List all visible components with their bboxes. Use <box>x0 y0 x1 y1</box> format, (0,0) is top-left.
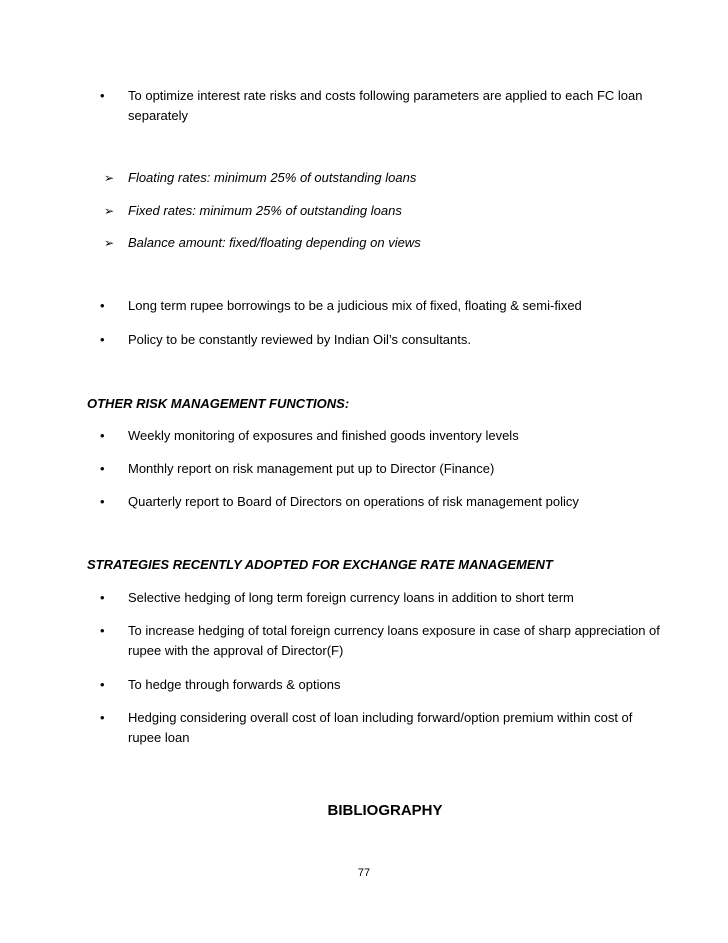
list-item-text: To increase hedging of total foreign currency loans exposure in case of sharp appreciation of rupee with the approval of Director(F) <box>128 623 660 658</box>
section-heading: OTHER RISK MANAGEMENT FUNCTIONS: <box>87 396 350 411</box>
page-number <box>0 867 728 879</box>
bullet-icon: • <box>100 461 105 476</box>
list-item-text: Weekly monitoring of exposures and finished goods inventory levels <box>128 428 519 443</box>
arrow-bullet-icon: ➢ <box>104 204 115 218</box>
list-item-text: Selective hedging of long term foreign currency loans in addition to short term <box>128 590 574 605</box>
list-item-text: Floating rates: minimum 25% of outstanding loans <box>128 170 417 185</box>
list-item <box>100 621 660 661</box>
bibliography-title: BIBLIOGRAPHY <box>327 802 443 819</box>
list-item <box>104 168 664 188</box>
bullet-icon: • <box>100 298 105 313</box>
list-item-text: Hedging considering overall cost of loan including forward/option premium within cost of rupee loan <box>128 710 633 745</box>
bullet-icon: • <box>100 428 105 443</box>
list-item <box>100 86 660 126</box>
list-item <box>104 201 664 221</box>
bullet-icon: • <box>100 88 105 103</box>
list-item-text: To optimize interest rate risks and costs following parameters are applied to each FC loan separately <box>128 88 643 123</box>
bullet-icon: • <box>100 590 105 605</box>
bullet-icon: • <box>100 332 105 347</box>
list-item-text: Monthly report on risk management put up to Director (Finance) <box>128 461 495 476</box>
list-item <box>100 459 660 479</box>
list-item-text: Quarterly report to Board of Directors on operations of risk management policy <box>128 494 579 509</box>
list-item-text: Policy to be constantly reviewed by Indian Oil’s consultants. <box>128 332 471 347</box>
list-item <box>104 233 664 253</box>
bibliography-heading <box>0 802 728 819</box>
list-item <box>100 426 660 446</box>
page-number-text: 77 <box>357 867 371 879</box>
list-item <box>100 708 660 748</box>
list-item <box>100 588 660 608</box>
section-heading: STRATEGIES RECENTLY ADOPTED FOR EXCHANGE RATE MANAGEMENT <box>87 557 553 572</box>
bullet-icon: • <box>100 494 105 509</box>
list-item-text: Long term rupee borrowings to be a judicious mix of fixed, floating & semi-fixed <box>128 298 582 313</box>
list-item-text: Balance amount: fixed/floating depending on views <box>128 235 421 250</box>
list-item <box>100 330 660 350</box>
bullet-icon: • <box>100 710 105 725</box>
arrow-bullet-icon: ➢ <box>104 236 115 250</box>
arrow-bullet-icon: ➢ <box>104 171 115 185</box>
list-item <box>100 296 660 316</box>
list-item-text: To hedge through forwards & options <box>128 677 341 692</box>
bullet-icon: • <box>100 623 105 638</box>
list-item <box>100 492 660 512</box>
bullet-icon: • <box>100 677 105 692</box>
list-item <box>100 675 660 695</box>
list-item-text: Fixed rates: minimum 25% of outstanding loans <box>128 203 402 218</box>
